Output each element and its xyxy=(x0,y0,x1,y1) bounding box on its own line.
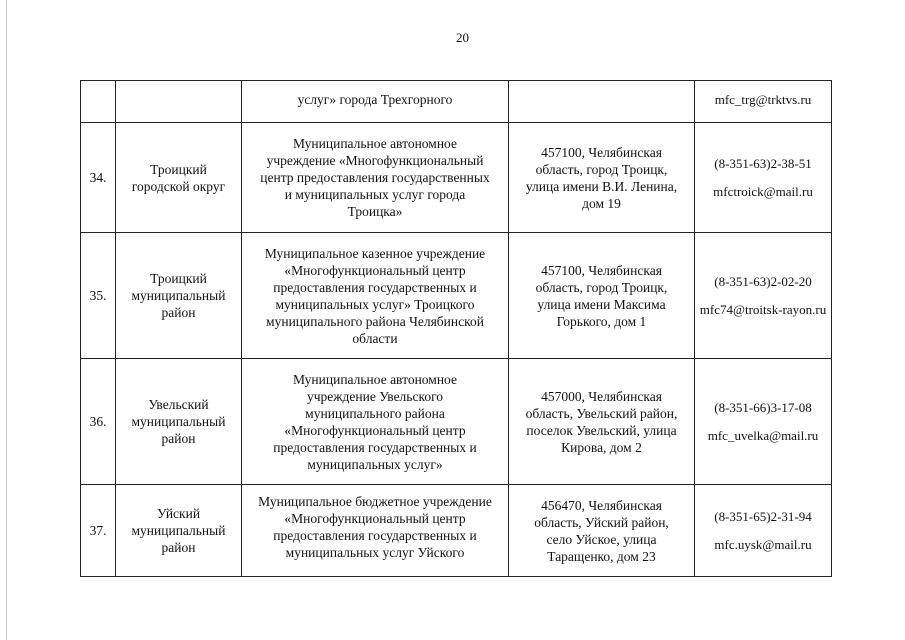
name-line: район xyxy=(161,305,196,320)
org-line: Муниципальное казенное учреждение xyxy=(264,245,486,261)
org-line: муниципального района xyxy=(305,405,445,421)
addr-line: область, город Троицк, xyxy=(535,161,668,177)
addr-line: поселок Увельский, улица xyxy=(526,422,677,438)
address-cell xyxy=(509,233,695,359)
addr-line: 457100, Челябинская xyxy=(541,262,662,278)
addr-line: Таращенко, дом 23 xyxy=(547,548,656,564)
addr-line: Горького, дом 1 xyxy=(556,313,647,329)
mfc-table xyxy=(80,80,832,577)
addr-line: 457000, Челябинская xyxy=(541,388,662,404)
addr-line: село Уйское, улица xyxy=(546,531,657,547)
municipality-cell xyxy=(116,123,242,233)
email-address: mfc_trg@trktvs.ru xyxy=(714,92,812,107)
org-line: «Многофункциональный центр xyxy=(284,511,466,526)
contact-cell xyxy=(695,123,832,233)
addr-line: улица имени В.И. Ленина, xyxy=(525,178,678,194)
organization-cell xyxy=(242,485,509,577)
municipality-cell xyxy=(116,359,242,485)
org-line: муниципальных услуг» xyxy=(307,456,443,472)
email-address: mfc.uysk@mail.ru xyxy=(714,537,812,552)
name-line: Троицкий xyxy=(150,161,207,177)
phone-number: (8-351-66)3-17-08 xyxy=(714,400,812,415)
contact-cell xyxy=(695,81,832,123)
org-line: предоставления государственных и xyxy=(273,528,477,543)
phone-number: (8-351-65)2-31-94 xyxy=(714,509,812,524)
name-line: городской округ xyxy=(131,178,226,194)
org-line: «Многофункциональный центр xyxy=(284,422,466,438)
table-row xyxy=(81,359,832,485)
org-line: и муниципальных услуг города xyxy=(284,187,466,202)
org-line: муниципального района Челябинской xyxy=(266,313,484,329)
table-row xyxy=(81,485,832,577)
name-line: район xyxy=(161,540,196,555)
name-line: муниципальный xyxy=(131,523,226,538)
contact-cell xyxy=(695,359,832,485)
organization-cell xyxy=(242,233,509,359)
org-line: области xyxy=(352,330,398,346)
contact-cell xyxy=(695,485,832,577)
org-line: предоставления государственных и xyxy=(273,439,477,455)
row-number-cell xyxy=(81,233,116,359)
row-number: 34. xyxy=(89,170,107,185)
org-line: Муниципальное автономное xyxy=(293,136,457,151)
municipality-cell xyxy=(116,233,242,359)
addr-line: дом 19 xyxy=(582,195,621,211)
contact-cell xyxy=(695,233,832,359)
table-row xyxy=(81,81,832,123)
organization-cell xyxy=(242,123,509,233)
row-number-cell xyxy=(81,359,116,485)
municipality-cell xyxy=(116,485,242,577)
address-cell xyxy=(509,485,695,577)
mfc-table-body xyxy=(81,81,832,577)
phone-number: (8-351-63)2-38-51 xyxy=(714,156,812,171)
addr-line: область, Увельский район, xyxy=(525,405,678,421)
table-row xyxy=(81,233,832,359)
org-line: Муниципальное автономное xyxy=(293,371,457,387)
organization-cell xyxy=(242,359,509,485)
org-line: «Многофункциональный центр xyxy=(284,262,466,278)
row-number-cell xyxy=(81,123,116,233)
org-line: муниципальных услуг» Троицкого xyxy=(275,296,475,312)
row-number: 37. xyxy=(89,523,107,538)
row-number: 35. xyxy=(89,288,107,303)
email-address: mfc_uvelka@mail.ru xyxy=(707,428,819,443)
addr-line: 457100, Челябинская xyxy=(541,144,662,160)
name-line: Увельский xyxy=(148,397,209,412)
org-line: муниципальных услуг Уйского xyxy=(285,545,465,560)
addr-line: область, Уйский район, xyxy=(534,514,669,530)
addr-line: 456470, Челябинская xyxy=(541,497,662,513)
addr-line: улица имени Максима xyxy=(537,296,666,312)
table-row xyxy=(81,123,832,233)
address-cell xyxy=(509,359,695,485)
name-line: Уйский xyxy=(156,506,201,521)
address-cell xyxy=(509,123,695,233)
name-line: муниципальный xyxy=(131,288,226,303)
org-line: учреждение Увельского xyxy=(306,388,444,404)
name-line: Троицкий xyxy=(150,271,207,286)
row-number-cell xyxy=(81,81,116,123)
email-address: mfc74@troitsk-rayon.ru xyxy=(699,302,827,317)
addr-line: область, город Троицк, xyxy=(535,279,668,295)
org-line: предоставления государственных и xyxy=(273,279,477,295)
row-number-cell xyxy=(81,485,116,577)
org-line: учреждение «Многофункциональный xyxy=(266,153,484,168)
org-line: Муниципальное бюджетное учреждение xyxy=(258,494,492,509)
org-line: Троицка» xyxy=(347,204,403,219)
name-line: район xyxy=(161,431,196,446)
page-edge-line xyxy=(6,0,7,640)
phone-number: (8-351-63)2-02-20 xyxy=(714,274,812,289)
municipality-cell xyxy=(116,81,242,123)
name-line: муниципальный xyxy=(131,414,226,429)
page-number: 20 xyxy=(456,30,469,45)
organization-cell xyxy=(242,81,509,123)
address-cell xyxy=(509,81,695,123)
addr-line: Кирова, дом 2 xyxy=(561,439,642,455)
org-line: услуг» города Трехгорного xyxy=(297,92,453,107)
org-line: центр предоставления государственных xyxy=(260,170,490,185)
row-number: 36. xyxy=(89,414,107,429)
email-address: mfctroick@mail.ru xyxy=(713,184,813,199)
